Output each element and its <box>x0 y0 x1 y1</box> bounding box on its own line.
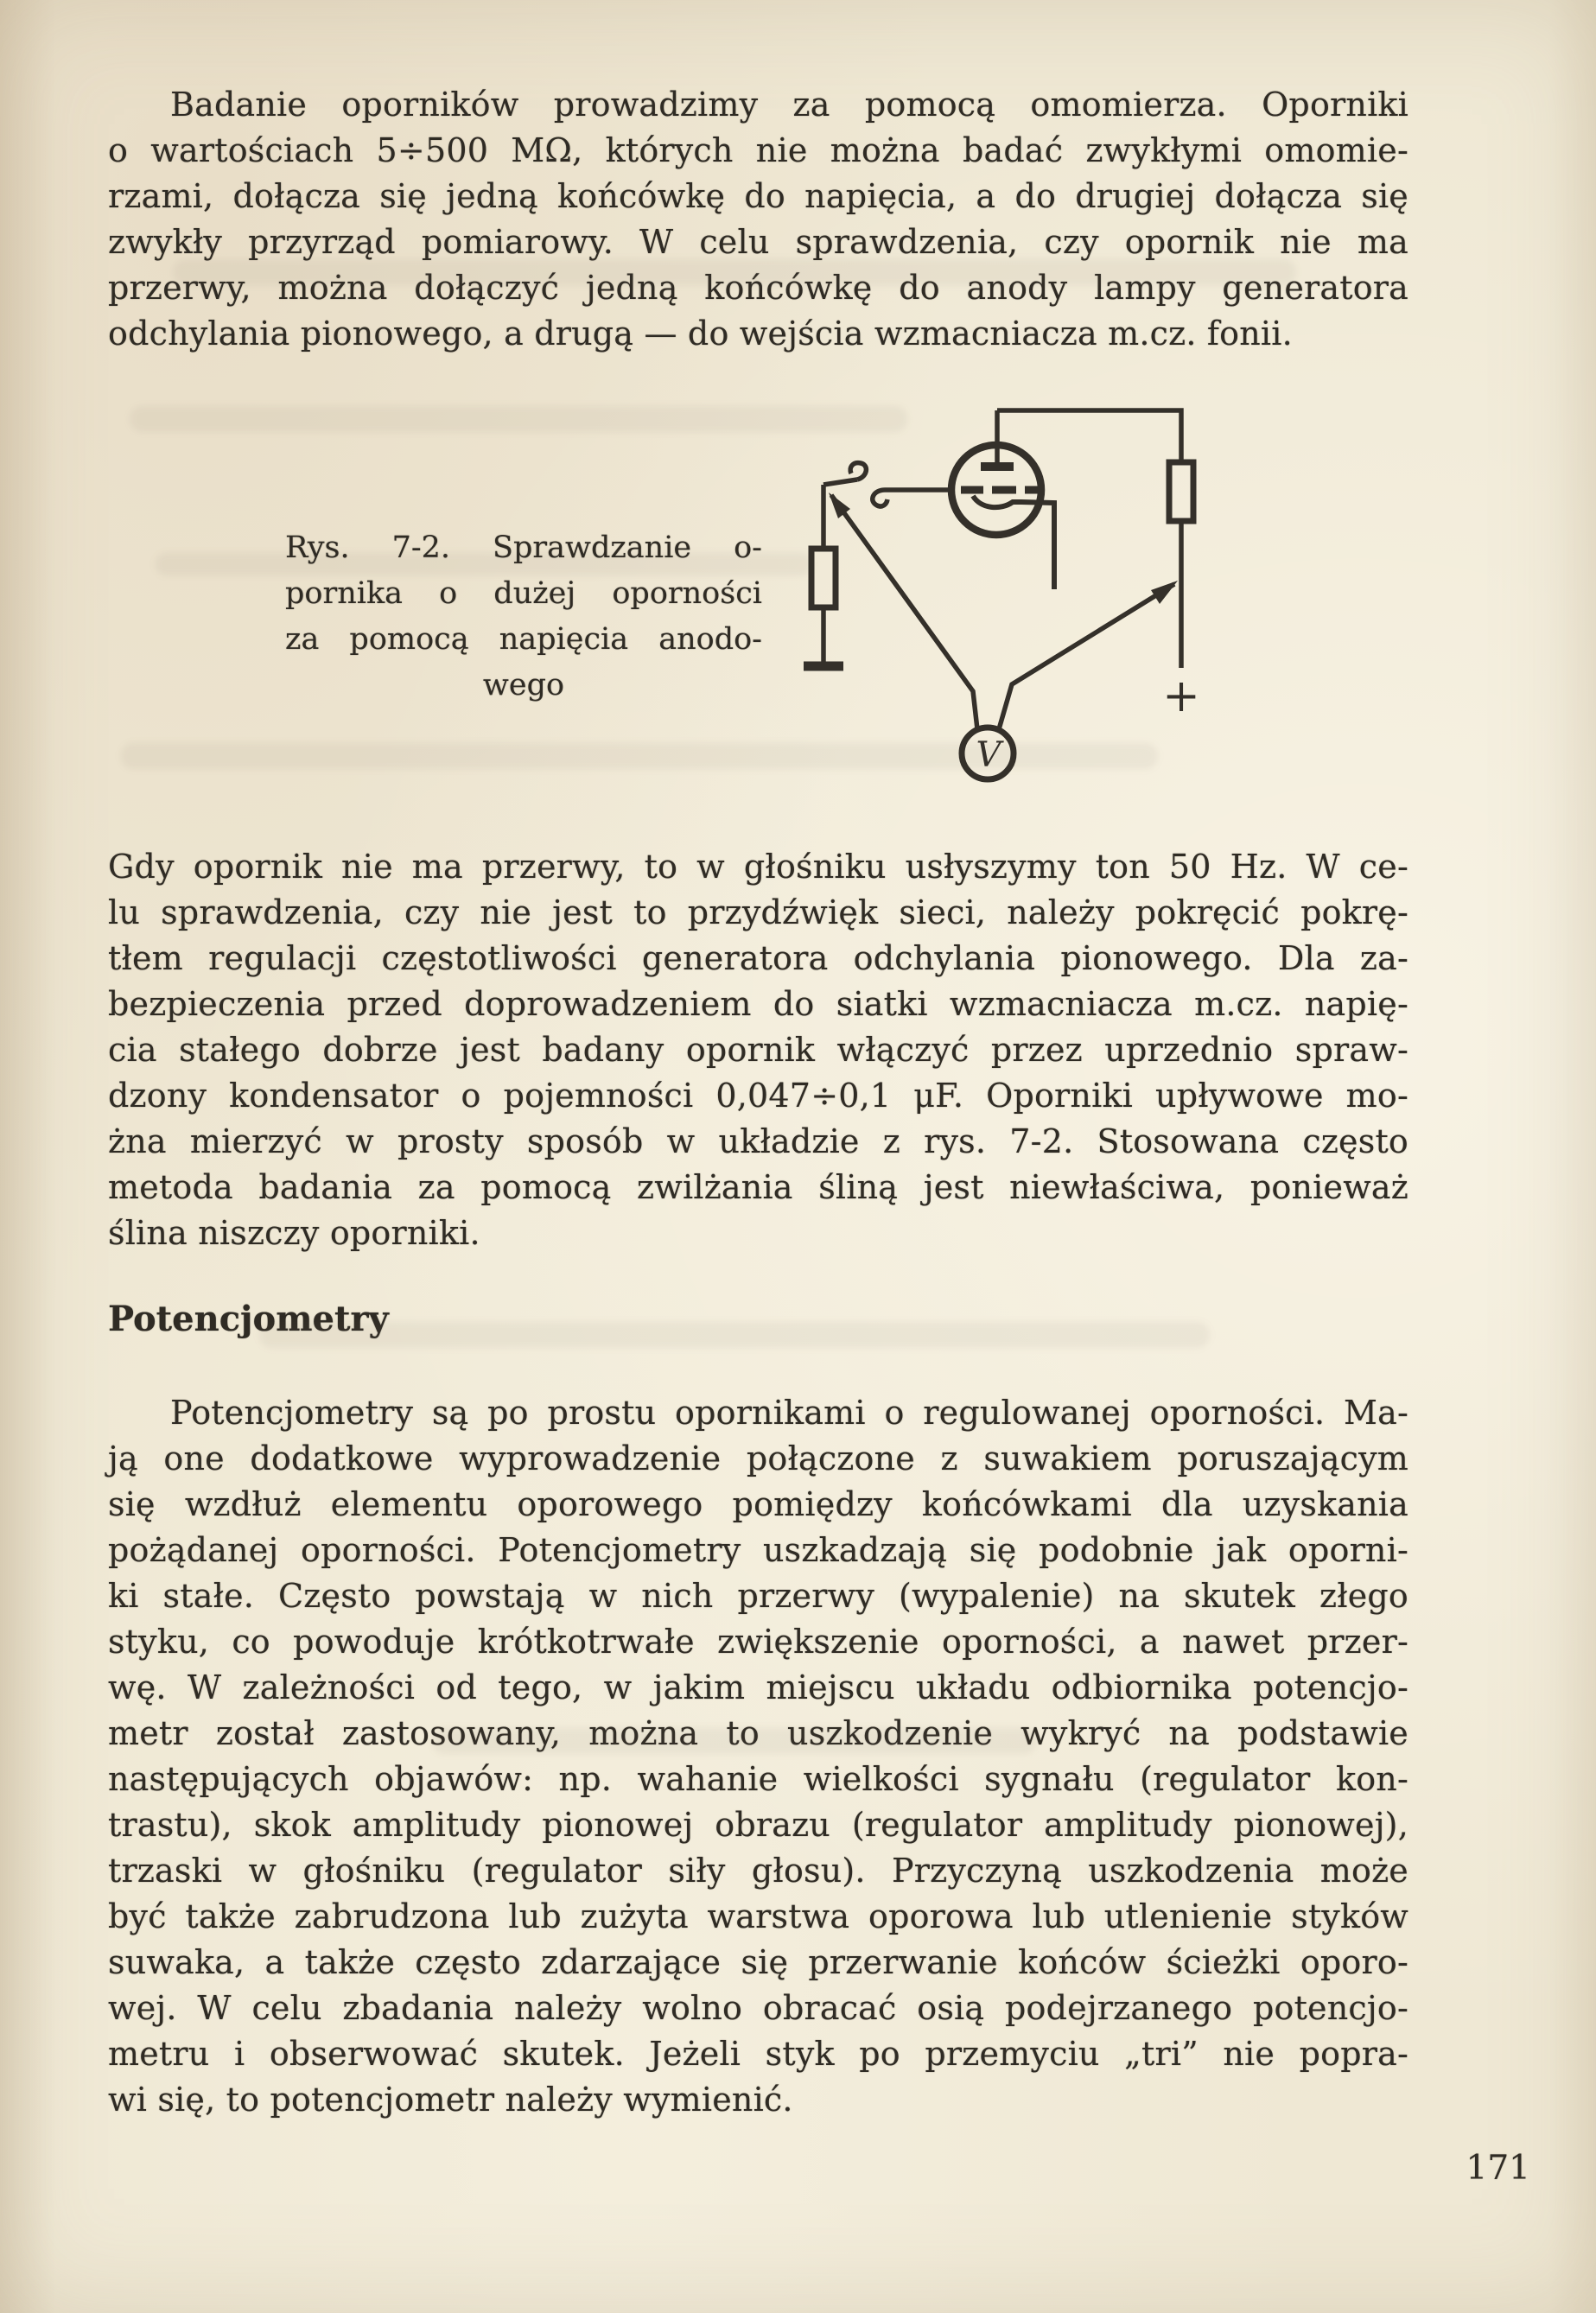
text-line: styku, co powoduje krótkotrwałe zwiększenie oporności, a nawet przer- <box>108 1623 1408 1661</box>
text-line: żna mierzyć w prosty sposób w układzie z rys. 7-2. Stosowana często <box>108 1122 1408 1160</box>
bleed-through-artifact <box>173 259 1296 285</box>
text-line: ją one dodatkowe wyprowadzenie połączone z suwakiem poruszającym <box>108 1439 1408 1477</box>
text-line: być także zabrudzona lub zużyta warstwa oporowa lub utlenienie styków <box>108 1897 1408 1935</box>
text-line: następujących objawów: np. wahanie wielkości sygnału (regulator kon- <box>108 1760 1408 1798</box>
text-line: Badanie oporników prowadzimy za pomocą omomierza. Oporniki <box>170 86 1408 124</box>
junction-wire <box>823 480 857 485</box>
grid-lead-hook <box>873 490 887 506</box>
text-line: trzaski w głośniku (regulator siły głosu). Przyczyną uszkodzenia może <box>108 1852 1408 1890</box>
probe-arrowhead-right <box>1151 581 1178 604</box>
text-line: pornika o dużej oporności <box>285 576 762 611</box>
bleed-through-artifact <box>259 1322 1210 1348</box>
voltmeter-label: V <box>976 735 1001 775</box>
tested-resistor <box>811 549 836 607</box>
text-line: lu sprawdzenia, czy nie jest to przydźwięk sieci, należy pokręcić pokrę- <box>108 893 1408 931</box>
text-line: cia stałego dobrze jest badany opornik włączyć przez uprzednio spraw- <box>108 1031 1408 1069</box>
text-line: odchylania pionowego, a drugą — do wejścia wzmacniacza m.cz. fonii. <box>108 315 1293 353</box>
junction-hook <box>850 463 866 480</box>
text-line: wę. W zależności od tego, w jakim miejscu układu odbiornika potencjo- <box>108 1668 1408 1706</box>
text-line: bezpieczenia przed doprowadzeniem do siatki wzmacniacza m.cz. napię- <box>108 985 1408 1023</box>
tube-cathode-lead <box>973 496 1054 589</box>
text-line: Gdy opornik nie ma przerwy, to w głośniku usłyszymy ton 50 Hz. W ce- <box>108 848 1408 886</box>
bleed-through-artifact <box>432 1728 1037 1754</box>
text-line: ki stałe. Często powstają w nich przerwy (wypalenie) na skutek złego <box>108 1577 1408 1615</box>
text-line: o wartościach 5÷500 MΩ, których nie można badać zwykłymi omomie- <box>108 131 1408 169</box>
paragraph-potentiometers <box>108 1390 1408 2123</box>
text-line: ślina niszczy oporniki. <box>108 1214 480 1252</box>
text-line: Rys. 7-2. Sprawdzanie o- <box>285 531 762 565</box>
vacuum-tube-symbol <box>951 410 1054 589</box>
figure-rys-7-2 <box>108 380 1408 812</box>
text-line: tłem regulacji częstotliwości generatora odchylania pionowego. Dla za- <box>108 939 1408 977</box>
text-line: za pomocą napięcia anodo- <box>285 622 762 657</box>
text-line: wego <box>482 668 565 702</box>
text-line: się wzdłuż elementu oporowego pomiędzy końcówkami dla uzyskania <box>108 1485 1408 1523</box>
text-line: metru i obserwować skutek. Jeżeli styk po przemyciu „tri” nie popra- <box>108 2035 1408 2073</box>
plus-terminal-label: + <box>1162 670 1200 722</box>
probe-lead-right <box>999 584 1174 729</box>
probe-lead-left <box>831 495 977 729</box>
text-line: metoda badania za pomocą zwilżania śliną jest niewłaściwa, ponieważ <box>108 1168 1408 1206</box>
text-line: Potencjometry są po prostu opornikami o regulowanej oporności. Ma- <box>170 1394 1408 1432</box>
text-line: suwaka, a także często zdarzające się przerwanie końców ścieżki oporo- <box>108 1943 1408 1981</box>
text-line: zwykły przyrząd pomiarowy. W celu sprawdzenia, czy opornik nie ma <box>108 223 1408 261</box>
anode-resistor <box>1169 462 1193 521</box>
paragraph-checking-hum <box>108 844 1408 1256</box>
text-line: pożądanej oporności. Potencjometry uszkadzają się podobnie jak oporni- <box>108 1531 1408 1569</box>
text-line: przerwy, można dołączyć jedną końcówkę do anody lampy generatora <box>108 269 1408 307</box>
section-heading-potentiometers: Potencjometry <box>108 1299 389 1339</box>
text-line: trastu), skok amplitudy pionowej obrazu (regulator amplitudy pionowej), <box>108 1806 1408 1844</box>
text-line: metr został zastosowany, można to uszkodzenie wykryć na podstawie <box>108 1714 1408 1752</box>
paragraph-resistor-testing <box>108 82 1408 357</box>
circuit-diagram <box>804 380 1288 812</box>
text-line: wej. W celu zbadania należy wolno obracać osią podejrzanego potencjo- <box>108 1989 1408 2027</box>
page-number: 171 <box>1466 2149 1530 2188</box>
text-line: wi się, to potencjometr należy wymienić. <box>108 2081 793 2119</box>
figure-caption <box>285 525 762 709</box>
text-line: dzony kondensator o pojemności 0,047÷0,1 μF. Oporniki upływowe mo- <box>108 1077 1408 1115</box>
text-line: rzami, dołącza się jedną końcówkę do napięcia, a do drugiej dołącza się <box>108 177 1408 215</box>
